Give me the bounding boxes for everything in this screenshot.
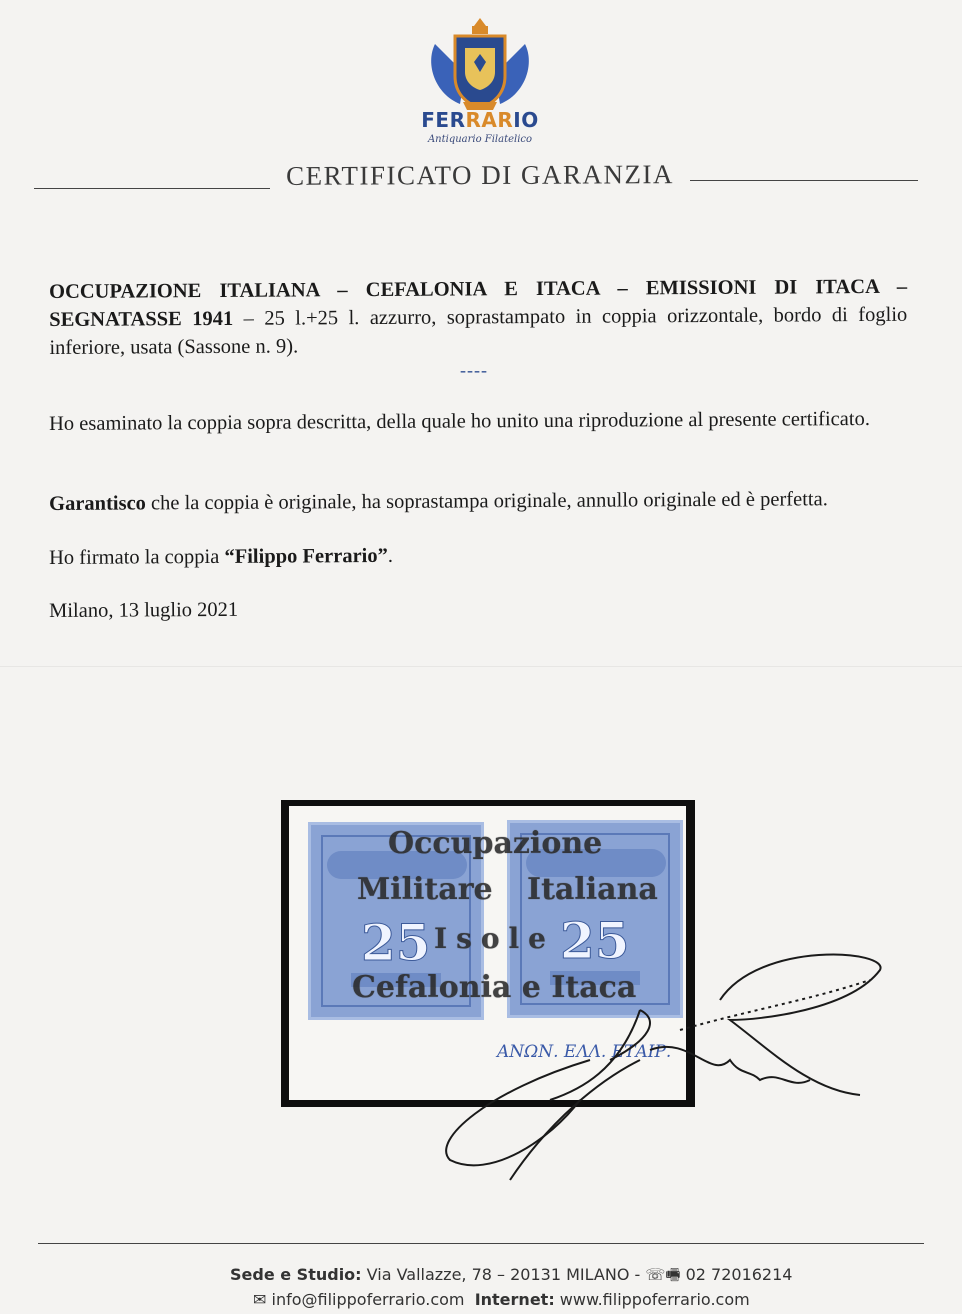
handwritten-signature-icon — [430, 940, 890, 1190]
address-text: Via Vallazze, 78 – 20131 MILANO - — [361, 1265, 646, 1284]
internet-label: Internet: — [474, 1290, 555, 1309]
brand-name-part: FER — [421, 108, 466, 132]
phone-fax-icon: ☏🖷 — [645, 1265, 681, 1284]
guarantee-bold: Garantisco — [49, 492, 146, 515]
description-bold: OCCUPAZIONE ITALIANA – CEFALONIA E ITACA – EMISSIONI DI ITACA – SEGNATASSE 1941 — [49, 275, 908, 331]
website-link[interactable]: www.filippoferrario.com — [554, 1290, 750, 1309]
phone-number: 02 72016214 — [680, 1265, 793, 1284]
brand-name-part: IO — [513, 108, 539, 132]
envelope-icon: ✉ — [253, 1290, 267, 1309]
overprint-line: Isole — [434, 922, 555, 955]
signed-paragraph — [49, 539, 907, 572]
brand-name — [380, 108, 580, 132]
brand-name-part: RAR — [465, 108, 514, 132]
signed-pre: Ho firmato la coppia — [49, 545, 225, 569]
sede-label: Sede e Studio: — [230, 1265, 362, 1284]
certificate-title: CERTIFICATO DI GARANZIA — [285, 159, 674, 191]
stamp-value: 25 — [560, 911, 630, 970]
overprint-line: Cefalonia e Itaca — [352, 970, 637, 1005]
stamp-description — [49, 273, 907, 362]
signed-post: . — [387, 544, 394, 567]
examination-paragraph: Ho esaminato la coppia sopra descritta, della quale ho unito una riproduzione al presente certificato. — [49, 407, 870, 435]
signed-name: “Filippo Ferrario” — [224, 544, 388, 568]
sheet-margin-imprint: ΑΝΩΝ. ΕΛΛ. ΕΤΑΙΡ. — [497, 1042, 672, 1062]
title-divider-right — [690, 180, 918, 181]
separator: ---- — [460, 360, 488, 380]
ferrario-crest-logo-icon — [425, 14, 535, 114]
title-divider-left — [34, 188, 270, 189]
brand-tagline: Antiquario Filatelico — [427, 134, 533, 145]
stamp-value: 25 — [361, 913, 431, 972]
footer-contact-row — [253, 1290, 750, 1309]
guarantee-rest: che la coppia è originale, ha soprastampa originale, annullo originale ed è perfetta. — [145, 488, 828, 515]
footer-divider — [38, 1243, 924, 1244]
guarantee-paragraph — [49, 485, 907, 518]
overprint-line: Occupazione — [388, 826, 603, 861]
footer-address-row — [230, 1264, 792, 1291]
description-rest: – 25 l.+25 l. azzurro, soprastampato in coppia orizzontale, bordo di foglio inferiore, usata (Sassone n. 9). — [49, 303, 908, 359]
paper-fold — [0, 666, 962, 667]
email-link[interactable]: info@filippoferrario.com — [266, 1290, 465, 1309]
overprint-line: Militare Italiana — [357, 872, 658, 907]
place-date: Milano, 13 luglio 2021 — [49, 598, 239, 622]
